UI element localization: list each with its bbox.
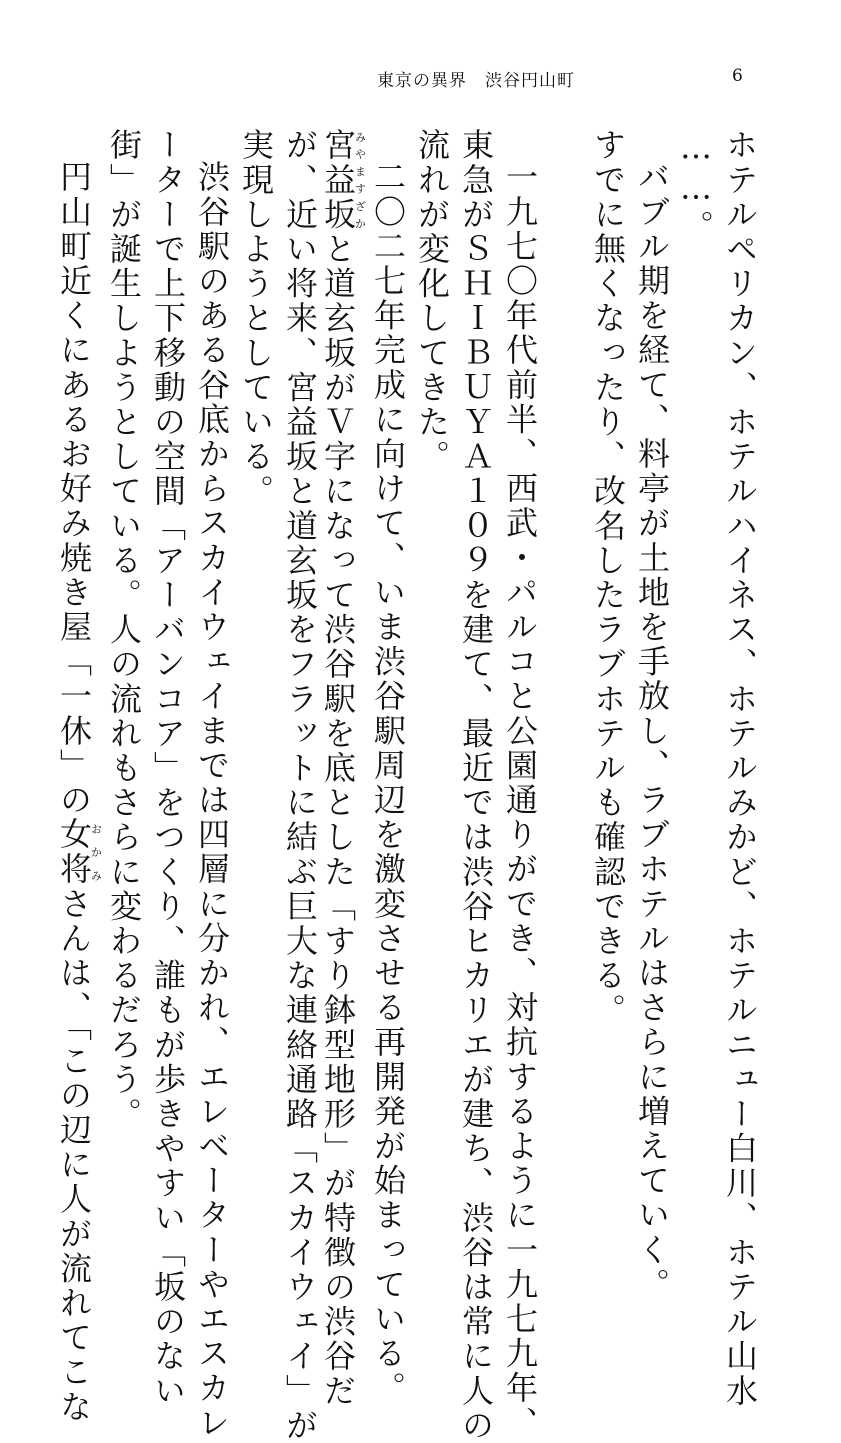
running-header-title: 東京の異界 渋谷円山町	[377, 71, 575, 91]
text-column-1: ホテルペリカン、ホテルハイネス、ホテルみかど、ホテルニュー白川、ホテル山水	[721, 128, 759, 1409]
text-column-8: 二〇二七年完成に向けて、いま渋谷駅周辺を激変させる再開発が始まっている。	[369, 160, 407, 1406]
text-column-5: 一九七〇年代前半、西武・パルコと公園通りができ、対抗するように一九七九年、	[501, 160, 539, 1441]
text-column-2: ……。	[677, 128, 715, 244]
ruby-base-okami: 女将	[55, 817, 93, 887]
text-column-12: 渋谷駅のある谷底からスカイウェイまでは四層に分かれ、エレベーターやエスカレ	[193, 160, 231, 1441]
ruby-okami	[55, 817, 103, 887]
page-number: 6	[732, 66, 743, 86]
text-column-13: ーターで上下移動の空間「アーバンコア」をつくり、誰もが歩きやすい「坂のない	[149, 128, 187, 1409]
text-column-14: 街」が誕生しようとしている。人の流れもさらに変わるだろう。	[105, 128, 143, 1132]
blank-column	[542, 128, 586, 1128]
text-column-9	[319, 128, 367, 1409]
text-column-11: 実現しようとしている。	[237, 128, 275, 509]
text-column-7: 流れが変化してきた。	[413, 128, 451, 474]
text-column-10: が、近い将来、宮益坂と道玄坂をフラットに結ぶ巨大な連絡通路「スカイウェイ」が	[281, 128, 319, 1443]
column-15-after: さんは、「この辺に人が流れてこな	[55, 886, 93, 1425]
text-column-6: 東急がＳＨＩＢＵＹＡ１０９を建て、最近では渋谷ヒカリエが建ち、渋谷は常に人の	[457, 128, 495, 1443]
text-column-15	[55, 128, 103, 1425]
ruby-miyamasuzaka	[319, 128, 367, 232]
ruby-reading-miyamasuzaka: みやますざか	[353, 128, 367, 232]
ruby-base-miyamasuzaka: 宮益坂	[319, 128, 357, 232]
ruby-reading-okami: おかみ	[89, 817, 103, 887]
vertical-body-text	[0, 128, 762, 1443]
column-15-before: 円山町近くにあるお好み焼き屋「一休」の	[55, 160, 93, 818]
text-column-4: すでに無くなったり、改名したラブホテルも確認できる。	[589, 128, 627, 1028]
text-column-3: バブル期を経て、料亭が土地を手放し、ラブホテルはさらに増えていく。	[633, 160, 671, 1302]
column-9-after: と道玄坂がＶ字になって渋谷駅を底とした「すり鉢型地形」が特徴の渋谷だ	[319, 231, 357, 1409]
